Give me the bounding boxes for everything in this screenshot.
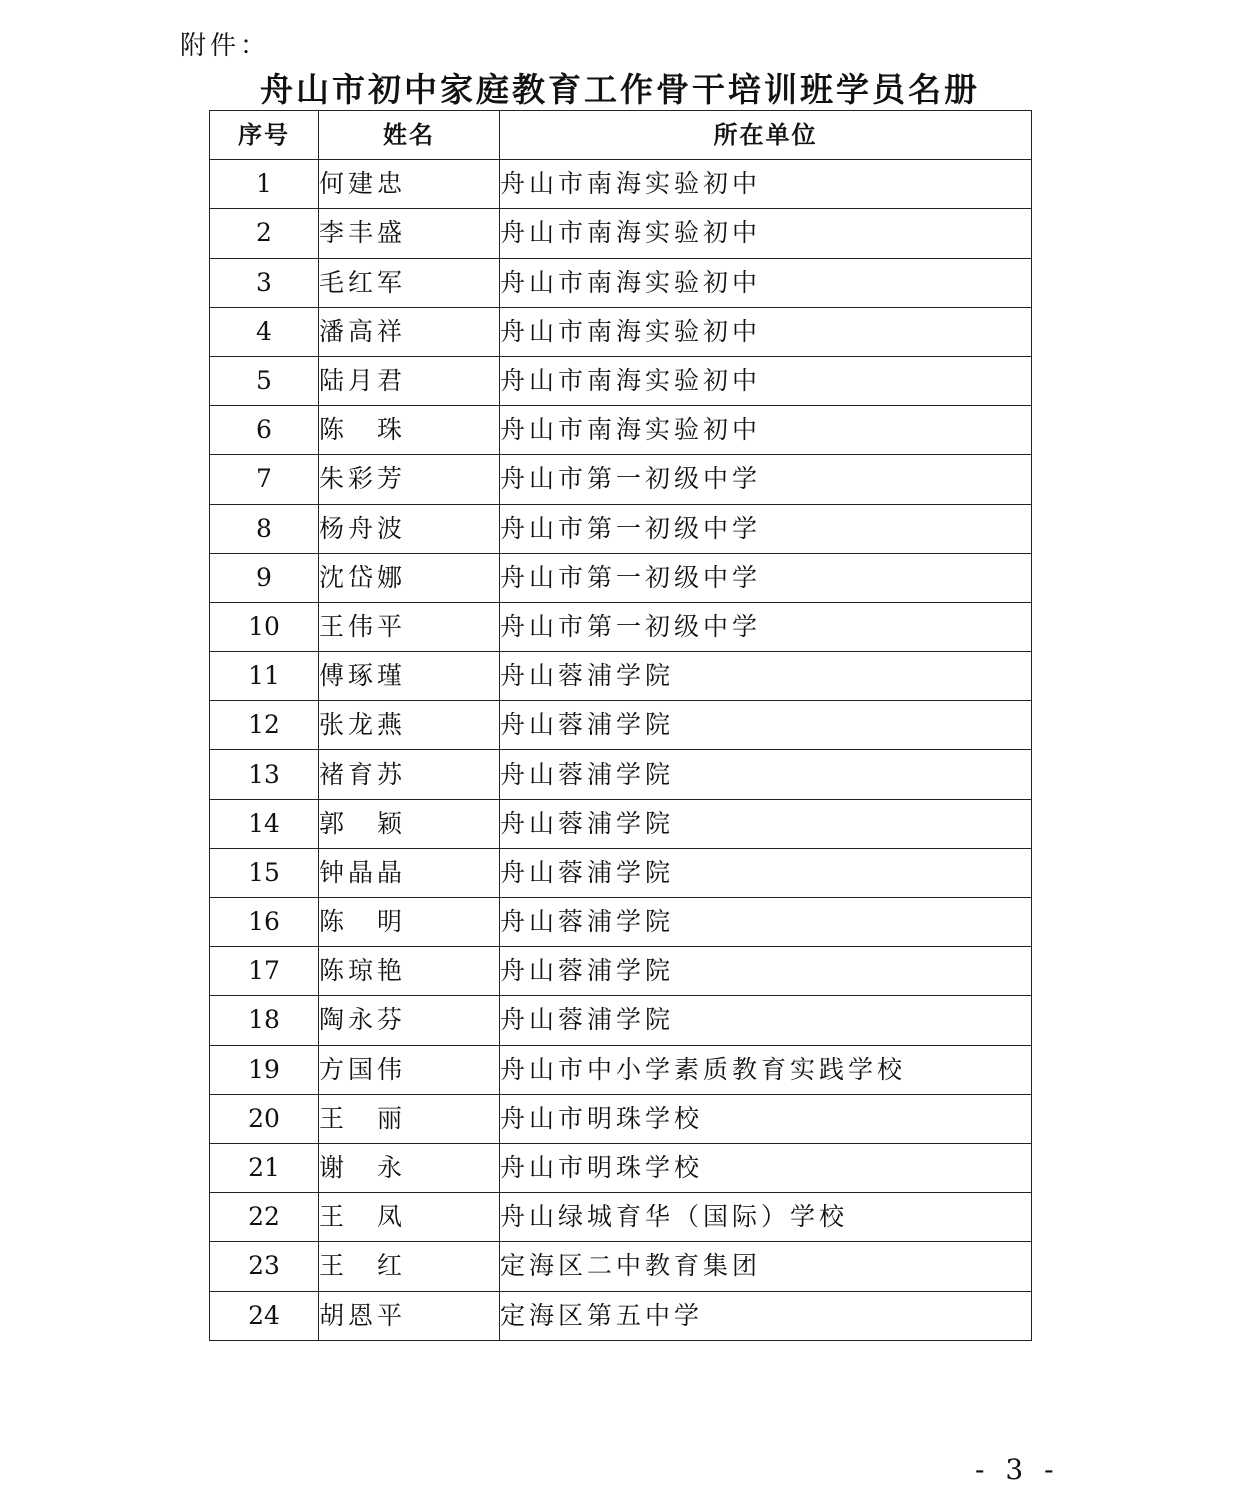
row-unit: 舟山蓉浦学院: [500, 799, 1032, 848]
row-index: 6: [210, 406, 319, 455]
row-name: 沈岱娜: [319, 553, 500, 602]
table-row: [210, 209, 1032, 258]
row-name: 胡恩平: [319, 1291, 500, 1340]
row-name: 何建忠: [319, 160, 500, 209]
row-name: 陈 明: [319, 898, 500, 947]
row-unit: 舟山市南海实验初中: [500, 356, 1032, 405]
row-index: 11: [210, 652, 319, 701]
table-row: [210, 898, 1032, 947]
table-row: [210, 258, 1032, 307]
row-name: 王 红: [319, 1242, 500, 1291]
roster-table-body: [210, 160, 1032, 1341]
row-unit: 舟山市第一初级中学: [500, 553, 1032, 602]
row-name: 潘高祥: [319, 307, 500, 356]
table-row: [210, 307, 1032, 356]
table-row: [210, 848, 1032, 897]
row-name: 杨舟波: [319, 504, 500, 553]
row-index: 15: [210, 848, 319, 897]
header-unit: 所在单位: [500, 111, 1032, 160]
document-title: 舟山市初中家庭教育工作骨干培训班学员名册: [260, 70, 980, 109]
row-index: 14: [210, 799, 319, 848]
row-index: 2: [210, 209, 319, 258]
row-unit: 舟山蓉浦学院: [500, 750, 1032, 799]
row-index: 1: [210, 160, 319, 209]
row-index: 23: [210, 1242, 319, 1291]
row-name: 王 凤: [319, 1193, 500, 1242]
row-unit: 舟山市南海实验初中: [500, 258, 1032, 307]
row-index: 21: [210, 1143, 319, 1192]
row-unit: 舟山市南海实验初中: [500, 307, 1032, 356]
row-unit: 舟山蓉浦学院: [500, 652, 1032, 701]
row-name: 毛红军: [319, 258, 500, 307]
row-name: 王伟平: [319, 602, 500, 651]
row-index: 9: [210, 553, 319, 602]
roster-table: [209, 110, 1032, 1341]
table-row: [210, 1143, 1032, 1192]
table-row: [210, 356, 1032, 405]
header-row: [210, 111, 1032, 160]
table-row: [210, 504, 1032, 553]
row-name: 郭 颖: [319, 799, 500, 848]
row-name: 陈 珠: [319, 406, 500, 455]
row-name: 王 丽: [319, 1094, 500, 1143]
row-index: 3: [210, 258, 319, 307]
row-index: 10: [210, 602, 319, 651]
row-unit: 舟山市明珠学校: [500, 1094, 1032, 1143]
header-name: 姓名: [319, 111, 500, 160]
row-unit: 舟山蓉浦学院: [500, 898, 1032, 947]
table-row: [210, 701, 1032, 750]
table-row: [210, 947, 1032, 996]
row-name: 朱彩芳: [319, 455, 500, 504]
header-index: 序号: [210, 111, 319, 160]
row-index: 20: [210, 1094, 319, 1143]
table-row: [210, 750, 1032, 799]
row-index: 18: [210, 996, 319, 1045]
row-unit: 舟山绿城育华（国际）学校: [500, 1193, 1032, 1242]
row-unit: 舟山市南海实验初中: [500, 406, 1032, 455]
row-name: 李丰盛: [319, 209, 500, 258]
row-index: 7: [210, 455, 319, 504]
row-unit: 舟山市第一初级中学: [500, 455, 1032, 504]
row-unit: 定海区二中教育集团: [500, 1242, 1032, 1291]
table-row: [210, 602, 1032, 651]
table-row: [210, 1094, 1032, 1143]
table-row: [210, 455, 1032, 504]
row-name: 陶永芬: [319, 996, 500, 1045]
row-index: 22: [210, 1193, 319, 1242]
row-unit: 舟山市南海实验初中: [500, 209, 1032, 258]
table-row: [210, 160, 1032, 209]
row-unit: 舟山市第一初级中学: [500, 602, 1032, 651]
table-row: [210, 799, 1032, 848]
row-unit: 舟山蓉浦学院: [500, 947, 1032, 996]
row-index: 12: [210, 701, 319, 750]
row-index: 19: [210, 1045, 319, 1094]
roster-table-header: [210, 111, 1032, 160]
row-name: 傅琢瑾: [319, 652, 500, 701]
row-unit: 定海区第五中学: [500, 1291, 1032, 1340]
table-row: [210, 553, 1032, 602]
table-row: [210, 1242, 1032, 1291]
row-name: 褚育苏: [319, 750, 500, 799]
table-row: [210, 1291, 1032, 1340]
row-unit: 舟山市南海实验初中: [500, 160, 1032, 209]
row-unit: 舟山市中小学素质教育实践学校: [500, 1045, 1032, 1094]
page-number: - 3 -: [975, 1453, 1060, 1486]
row-index: 17: [210, 947, 319, 996]
row-unit: 舟山蓉浦学院: [500, 996, 1032, 1045]
row-name: 谢 永: [319, 1143, 500, 1192]
table-row: [210, 1193, 1032, 1242]
row-index: 5: [210, 356, 319, 405]
row-name: 方国伟: [319, 1045, 500, 1094]
row-index: 24: [210, 1291, 319, 1340]
table-row: [210, 996, 1032, 1045]
row-name: 陈琼艳: [319, 947, 500, 996]
table-row: [210, 1045, 1032, 1094]
row-name: 钟晶晶: [319, 848, 500, 897]
row-name: 张龙燕: [319, 701, 500, 750]
row-index: 13: [210, 750, 319, 799]
row-index: 16: [210, 898, 319, 947]
table-row: [210, 652, 1032, 701]
row-unit: 舟山市第一初级中学: [500, 504, 1032, 553]
row-index: 4: [210, 307, 319, 356]
attachment-label: 附件：: [180, 31, 271, 61]
row-unit: 舟山市明珠学校: [500, 1143, 1032, 1192]
row-unit: 舟山蓉浦学院: [500, 848, 1032, 897]
table-row: [210, 406, 1032, 455]
row-index: 8: [210, 504, 319, 553]
row-name: 陆月君: [319, 356, 500, 405]
row-unit: 舟山蓉浦学院: [500, 701, 1032, 750]
